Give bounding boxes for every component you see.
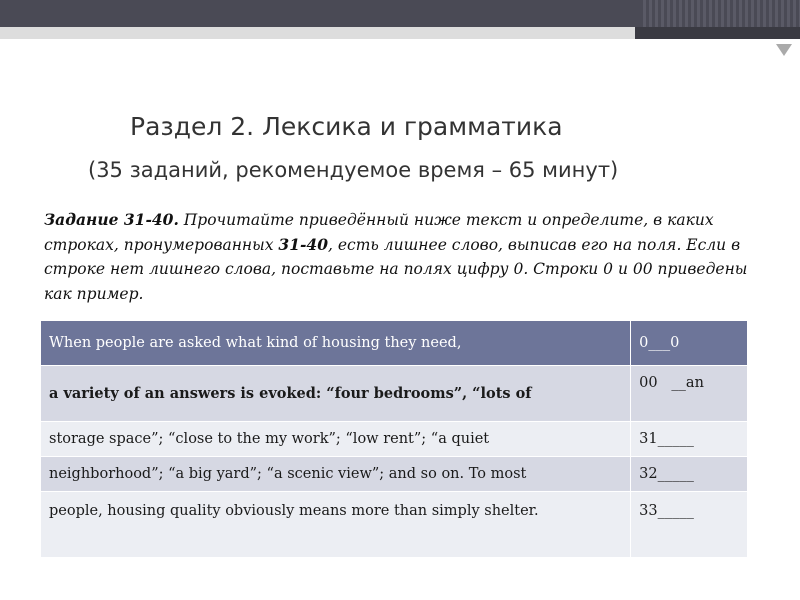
table-row: [41, 422, 748, 457]
slide-subtitle: (35 заданий, рекомендуемое время – 65 минут): [88, 158, 619, 182]
task-label: Задание 31-40.: [44, 210, 179, 229]
table-row: [41, 321, 748, 366]
row-text: people, housing quality obviously means more than simply shelter.: [41, 492, 631, 558]
sub-bar-accent: [635, 27, 800, 39]
exercise-table: [40, 320, 748, 558]
table-row: [41, 457, 748, 492]
row-text: a variety of an answers is evoked: “four bedrooms”, “lots of: [41, 366, 631, 422]
row-answer: 0___0: [631, 321, 748, 366]
top-bar-pattern: [640, 0, 800, 27]
task-text-1: Прочитайте приведённый ниже текст и определите, в каких строках, пронумерованных: [44, 211, 714, 254]
corner-triangle-icon: [776, 44, 792, 56]
row-answer: 32_____: [631, 457, 748, 492]
task-text-2: , есть лишнее слово, выписав его на поля. Если в строке нет лишнего слова, поставьте на полях цифру 0. Строки 0 и 00 приведены как пример.: [44, 235, 748, 303]
task-instructions: [44, 208, 764, 306]
table-row: [41, 366, 748, 422]
row-text: When people are asked what kind of housing they need,: [41, 321, 631, 366]
row-text: storage space”; “close to the my work”; “low rent”; “a quiet: [41, 422, 631, 457]
row-answer: 33_____: [631, 492, 748, 558]
table-row: [41, 492, 748, 558]
row-answer: 00 __an: [631, 366, 748, 422]
slide-title: Раздел 2. Лексика и грамматика: [130, 112, 563, 141]
row-answer: 31_____: [631, 422, 748, 457]
row-text: neighborhood”; “a big yard”; “a scenic view”; and so on. To most: [41, 457, 631, 492]
task-range: 31-40: [278, 234, 328, 254]
